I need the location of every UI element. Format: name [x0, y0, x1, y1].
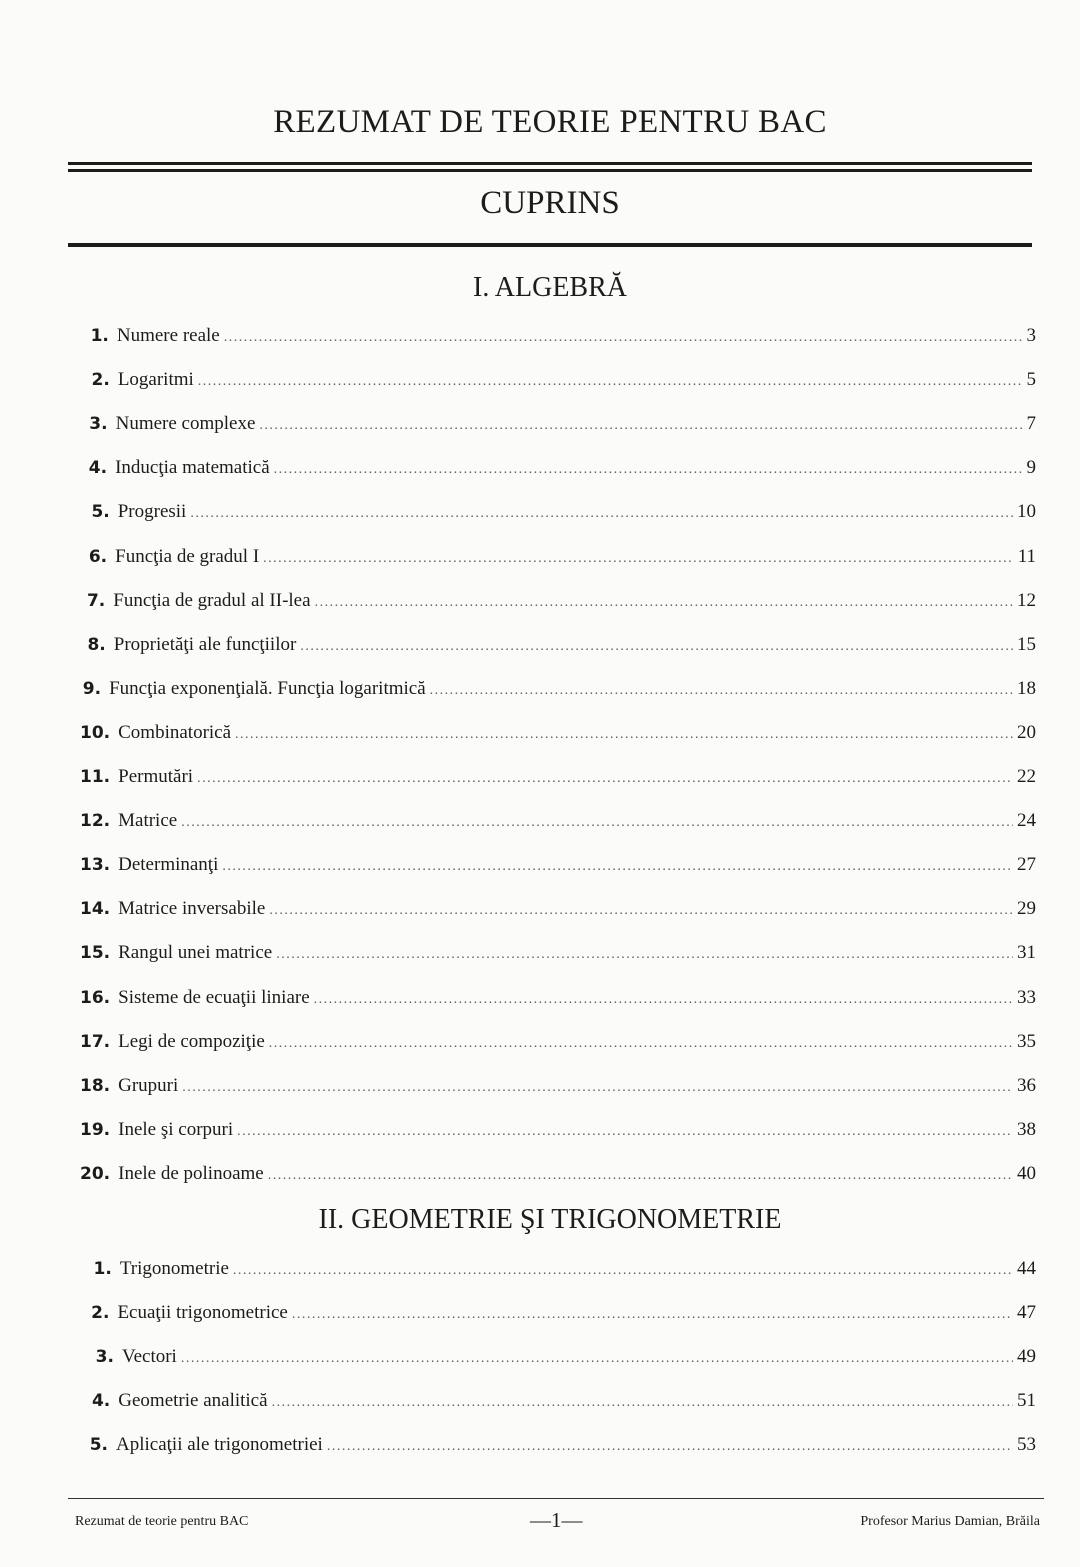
toc-entry: [80, 898, 1036, 926]
toc-entry-number: 18.: [80, 1075, 111, 1096]
toc-entry-page: 29: [1017, 898, 1036, 920]
dot-leader: [315, 595, 1013, 611]
toc-entry-number: 8.: [87, 634, 106, 655]
toc-entry-title: Grupuri: [118, 1074, 179, 1096]
toc-entry: [80, 810, 1036, 838]
toc-entry-page: 44: [1017, 1258, 1036, 1279]
toc-entry-title: Inele de polinoame: [118, 1162, 264, 1184]
toc-entry: [80, 546, 1036, 574]
toc-entry-page: 5: [1026, 369, 1036, 391]
toc-entry-page: 53: [1017, 1434, 1036, 1455]
toc-entry-title: Vectori: [121, 1346, 177, 1367]
toc-entry-page: 38: [1017, 1118, 1036, 1140]
dot-leader: [276, 947, 1013, 963]
toc-entry: [80, 369, 1036, 397]
toc-entry: [80, 1346, 1036, 1374]
toc-entry: [80, 722, 1036, 750]
toc-entry-number: 6.: [88, 546, 108, 567]
toc-entry-page: 18: [1017, 677, 1036, 699]
document-title: REZUMAT DE TEORIE PENTRU BAC: [273, 104, 827, 140]
toc-entry-number: 7.: [86, 590, 106, 611]
toc-entry-page: 27: [1017, 854, 1036, 876]
toc-entry: [80, 1390, 1036, 1418]
toc-entry-number: 11.: [80, 767, 111, 787]
dot-leader: [272, 1395, 1013, 1411]
toc-entry-title: Trigonometrie: [119, 1258, 229, 1279]
footer-right: Profesor Marius Damian, Brăila: [860, 1514, 1040, 1529]
toc-entry: [80, 501, 1036, 529]
toc-entry-page: 9: [1026, 457, 1036, 479]
dot-leader: [327, 1439, 1013, 1455]
toc-entry-number: 5.: [91, 502, 110, 523]
dot-leader: [224, 330, 1023, 346]
toc-entry-number: 17.: [80, 1031, 111, 1052]
toc-entry: [80, 325, 1036, 353]
toc-entry-number: 10.: [80, 722, 111, 743]
dot-leader: [292, 1307, 1013, 1323]
page-footer: [0, 1508, 1080, 1536]
toc-entry: [80, 1258, 1036, 1286]
section-title-algebra: I. ALGEBRĂ: [473, 272, 627, 303]
dot-leader: [182, 1080, 1013, 1096]
toc-entry: [80, 457, 1036, 485]
dot-leader: [268, 1168, 1013, 1184]
toc-entry-number: 3.: [89, 414, 108, 435]
toc-entry-title: Matrice: [118, 810, 178, 832]
toc-entry-number: 19.: [80, 1119, 111, 1140]
toc-entry-title: Funcţia de gradul I: [115, 545, 260, 567]
toc-entry-number: 16.: [80, 987, 111, 1008]
dot-leader: [181, 1351, 1013, 1367]
contents-rule: [68, 243, 1032, 247]
dot-leader: [430, 683, 1013, 699]
section-title-geometry: II. GEOMETRIE ŞI TRIGONOMETRIE: [318, 1204, 782, 1235]
toc-entry-title: Determinanţi: [118, 854, 219, 876]
toc-entry-number: 14.: [80, 899, 111, 920]
page-number: —1—: [530, 1508, 583, 1532]
toc-entry-page: 31: [1017, 942, 1036, 964]
toc-entry-title: Ecuaţii trigonometrice: [117, 1302, 288, 1323]
toc-entry-title: Inducţia matematică: [115, 457, 270, 479]
toc-entry-page: 49: [1017, 1346, 1036, 1367]
dot-leader: [269, 1036, 1013, 1052]
toc-entry: [80, 1119, 1036, 1147]
toc-entry-title: Aplicaţii ale trigonometriei: [116, 1434, 323, 1455]
toc-entry: [80, 942, 1036, 970]
toc-entry-title: Numere reale: [116, 325, 220, 346]
toc-entry-title: Legi de compoziţie: [118, 1030, 265, 1052]
dot-leader: [300, 639, 1013, 655]
toc-entry-title: Progresii: [117, 501, 187, 523]
toc-entry-page: 40: [1017, 1162, 1036, 1184]
toc-entry-page: 3: [1026, 325, 1036, 346]
toc-entry-page: 7: [1026, 413, 1036, 435]
toc-entry-title: Geometrie analitică: [118, 1390, 268, 1411]
toc-entry-number: 3.: [95, 1347, 114, 1367]
toc-entry: [80, 1163, 1036, 1191]
toc-entry: [80, 1434, 1036, 1462]
toc-entry-page: 51: [1017, 1390, 1036, 1411]
toc-entry: [80, 1075, 1036, 1103]
dot-leader: [263, 551, 1014, 567]
toc-entry-page: 12: [1017, 589, 1036, 611]
toc-entry-page: 47: [1017, 1302, 1036, 1323]
dot-leader: [181, 815, 1013, 831]
toc-entry: [80, 1031, 1036, 1059]
toc-entry-page: 20: [1017, 721, 1036, 743]
toc-entry-number: 5.: [89, 1435, 108, 1455]
dot-leader: [237, 1124, 1013, 1140]
toc-entry-title: Funcţia exponenţială. Funcţia logaritmică: [109, 677, 426, 699]
title-double-rule: [68, 162, 1032, 174]
toc-entry-page: 15: [1017, 633, 1036, 655]
footer-rule: [68, 1498, 1044, 1499]
dot-leader: [198, 374, 1023, 390]
toc-entry: [80, 678, 1036, 706]
dot-leader: [235, 727, 1013, 743]
toc-entry-page: 35: [1017, 1030, 1036, 1052]
toc-entry: [80, 854, 1036, 882]
toc-entry-number: 15.: [80, 943, 111, 964]
dot-leader: [269, 903, 1013, 919]
toc-entry: [80, 413, 1036, 441]
toc-entry-title: Combinatorică: [118, 721, 232, 743]
dot-leader: [259, 418, 1022, 434]
toc-entry-title: Matrice inversabile: [118, 898, 266, 920]
toc-entry-title: Permutări: [118, 766, 194, 787]
toc-entry-number: 2.: [91, 1303, 110, 1323]
toc-entry-page: 10: [1017, 501, 1036, 523]
toc-entry-number: 4.: [91, 1391, 111, 1411]
toc-entry-page: 24: [1017, 810, 1036, 832]
toc-entry: [80, 590, 1036, 618]
toc-entry-title: Rangul unei matrice: [118, 942, 273, 964]
toc-entry-title: Proprietăţi ale funcţiilor: [113, 633, 297, 655]
toc-entry-page: 22: [1017, 766, 1036, 787]
toc-entry-number: 1.: [93, 1259, 112, 1279]
dot-leader: [190, 506, 1013, 522]
toc-entry-title: Numere complexe: [115, 413, 256, 435]
toc-entry-title: Sisteme de ecuaţii liniare: [118, 986, 310, 1008]
toc-entry-number: 12.: [80, 811, 111, 832]
dot-leader: [314, 992, 1013, 1008]
toc-entry: [80, 1302, 1036, 1330]
toc-entry-number: 1.: [90, 326, 109, 346]
toc-entry-number: 9.: [82, 678, 102, 699]
dot-leader: [233, 1263, 1013, 1279]
rule-line: [68, 162, 1032, 165]
toc-entry-title: Inele şi corpuri: [118, 1118, 234, 1140]
toc-entry-page: 11: [1017, 545, 1036, 567]
toc-entry: [80, 634, 1036, 662]
toc-entry-page: 33: [1017, 986, 1036, 1008]
footer-left: Rezumat de teorie pentru BAC: [75, 1514, 249, 1529]
toc-entry-number: 13.: [80, 855, 111, 876]
toc-entry-page: 36: [1017, 1074, 1036, 1096]
toc-entry-number: 2.: [91, 370, 110, 391]
toc-entry-number: 4.: [88, 458, 108, 479]
dot-leader: [197, 771, 1013, 787]
toc-entry-title: Funcţia de gradul al II-lea: [113, 589, 311, 611]
toc-entry: [80, 766, 1036, 794]
dot-leader: [274, 462, 1023, 478]
dot-leader: [222, 859, 1013, 875]
toc-entry: [80, 987, 1036, 1015]
rule-line: [68, 169, 1032, 172]
contents-heading: CUPRINS: [480, 185, 620, 221]
toc-entry-number: 20.: [80, 1163, 111, 1184]
toc-entry-title: Logaritmi: [117, 369, 194, 391]
